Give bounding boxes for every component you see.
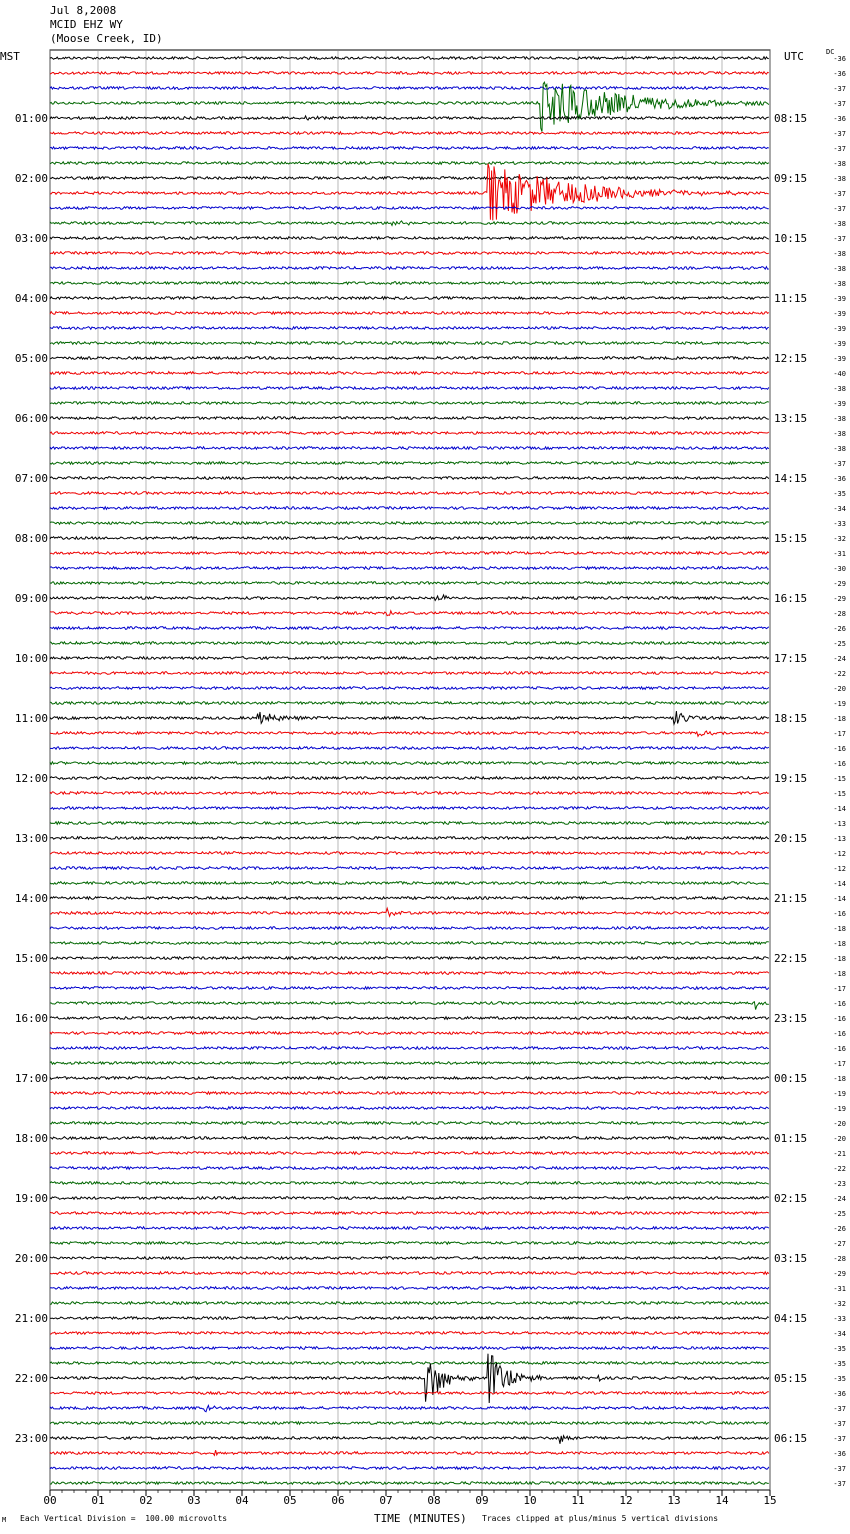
dc-offset-header: DC: [826, 48, 835, 56]
dc-offset-value: -36: [833, 55, 846, 63]
dc-offset-value: -35: [833, 490, 846, 498]
dc-offset-value: -23: [833, 1180, 846, 1188]
dc-offset-value: -22: [833, 1165, 846, 1173]
x-tick-label: 08: [427, 1494, 441, 1507]
dc-offset-value: -24: [833, 655, 846, 663]
right-hour-label: 21:15: [774, 892, 808, 905]
right-hour-label: 13:15: [774, 412, 808, 425]
seismic-trace: [50, 387, 769, 390]
left-hour-label: 18:00: [14, 1132, 48, 1145]
dc-offset-value: -33: [833, 1315, 846, 1323]
dc-offset-value: -18: [833, 940, 846, 948]
dc-offset-value: -25: [833, 640, 846, 648]
left-hour-label: 11:00: [14, 712, 48, 725]
left-hour-label: 23:00: [14, 1432, 48, 1445]
dc-offset-value: -13: [833, 820, 846, 828]
seismic-trace: [50, 777, 769, 780]
dc-offset-value: -18: [833, 970, 846, 978]
dc-offset-value: -35: [833, 1360, 846, 1368]
dc-offset-value: -32: [833, 535, 846, 543]
seismic-trace: [50, 1047, 769, 1050]
dc-offset-value: -16: [833, 1015, 846, 1023]
seismic-trace: [50, 1392, 769, 1395]
seismic-trace: [50, 1077, 769, 1080]
dc-offset-value: -20: [833, 1135, 846, 1143]
seismic-trace: [50, 822, 769, 825]
left-hour-label: 13:00: [14, 832, 48, 845]
seismic-trace: [50, 327, 769, 330]
seismic-trace: [50, 807, 769, 810]
seismic-trace: [50, 417, 769, 420]
seismic-trace: [50, 1152, 769, 1155]
dc-offset-value: -28: [833, 1255, 846, 1263]
right-hour-label: 01:15: [774, 1132, 808, 1145]
dc-offset-value: -38: [833, 250, 846, 258]
seismic-trace: [50, 972, 769, 975]
seismic-trace: [50, 1167, 769, 1170]
right-hour-label: 06:15: [774, 1432, 808, 1445]
dc-offset-value: -16: [833, 1045, 846, 1053]
right-timezone-label: UTC: [784, 50, 804, 63]
seismic-trace: [50, 1302, 769, 1305]
seismic-trace: [50, 116, 769, 120]
seismic-trace: [50, 1467, 769, 1470]
dc-offset-value: -17: [833, 985, 846, 993]
station-location: (Moose Creek, ID): [50, 32, 163, 45]
seismic-trace: [50, 82, 769, 131]
right-hour-label: 22:15: [774, 952, 808, 965]
dc-offset-value: -37: [833, 460, 846, 468]
dc-offset-value: -35: [833, 1345, 846, 1353]
seismic-trace: [50, 162, 769, 165]
dc-offset-value: -40: [833, 370, 846, 378]
dc-offset-value: -16: [833, 910, 846, 918]
dc-offset-value: -39: [833, 400, 846, 408]
seismic-trace: [50, 567, 769, 570]
dc-offset-value: -37: [833, 1405, 846, 1413]
seismic-trace: [50, 1450, 769, 1455]
dc-offset-value: -28: [833, 610, 846, 618]
seismic-trace: [50, 987, 769, 990]
seismic-trace: [50, 1347, 769, 1350]
seismic-trace: [50, 297, 769, 300]
seismic-trace: [50, 372, 769, 375]
seismic-trace: [50, 252, 769, 255]
seismic-trace: [50, 1287, 769, 1290]
seismic-trace: [50, 537, 769, 540]
right-hour-label: 12:15: [774, 352, 808, 365]
dc-offset-value: -16: [833, 1030, 846, 1038]
seismic-trace: [50, 1317, 769, 1320]
dc-offset-value: -18: [833, 955, 846, 963]
seismic-trace: [50, 1405, 769, 1411]
seismic-trace: [50, 657, 769, 660]
seismic-trace: [50, 1017, 769, 1020]
seismic-trace: [50, 1182, 769, 1185]
left-hour-label: 01:00: [14, 112, 48, 125]
left-hour-label: 09:00: [14, 592, 48, 605]
seismic-trace: [50, 1062, 769, 1065]
dc-offset-value: -15: [833, 790, 846, 798]
x-tick-label: 09: [475, 1494, 489, 1507]
dc-offset-value: -18: [833, 715, 846, 723]
dc-offset-value: -27: [833, 1240, 846, 1248]
x-tick-label: 00: [43, 1494, 57, 1507]
dc-offset-value: -37: [833, 205, 846, 213]
seismic-trace: [50, 672, 769, 675]
seismic-trace: [50, 642, 769, 645]
seismic-trace: [50, 1272, 769, 1275]
x-tick-label: 07: [379, 1494, 393, 1507]
left-hour-label: 12:00: [14, 772, 48, 785]
x-tick-label: 11: [571, 1494, 585, 1507]
seismic-trace: [50, 867, 769, 870]
seismic-trace: [50, 507, 769, 510]
left-hour-label: 21:00: [14, 1312, 48, 1325]
dc-offset-value: -12: [833, 850, 846, 858]
dc-offset-value: -38: [833, 175, 846, 183]
seismic-trace: [50, 87, 769, 90]
seismic-trace: [50, 942, 769, 945]
left-hour-label: 03:00: [14, 232, 48, 245]
seismic-trace: [50, 747, 769, 750]
seismic-trace: [50, 1354, 769, 1403]
dc-offset-value: -39: [833, 340, 846, 348]
left-hour-label: 08:00: [14, 532, 48, 545]
dc-offset-value: -16: [833, 760, 846, 768]
seismic-trace: [50, 702, 769, 705]
right-hour-label: 14:15: [774, 472, 808, 485]
left-hour-label: 17:00: [14, 1072, 48, 1085]
plot-frame: [50, 50, 770, 1490]
right-hour-label: 04:15: [774, 1312, 808, 1325]
dc-offset-value: -38: [833, 160, 846, 168]
left-hour-label: 22:00: [14, 1372, 48, 1385]
dc-offset-value: -32: [833, 1300, 846, 1308]
seismic-trace: [50, 312, 769, 315]
seismic-trace: [50, 1032, 769, 1035]
dc-offset-value: -22: [833, 670, 846, 678]
corner-mark: M: [2, 1516, 7, 1524]
seismic-trace: [50, 237, 769, 240]
seismic-trace: [50, 462, 769, 465]
seismic-trace: [50, 1137, 769, 1140]
seismic-trace: [50, 522, 769, 525]
dc-offset-value: -37: [833, 85, 846, 93]
seismic-trace: [50, 447, 769, 450]
seismic-trace: [50, 852, 769, 855]
dc-offset-value: -38: [833, 280, 846, 288]
vertical-division-note: Each Vertical Division = 100.00 microvolts: [20, 1514, 228, 1523]
dc-offset-value: -18: [833, 925, 846, 933]
x-tick-label: 03: [187, 1494, 201, 1507]
dc-offset-value: -37: [833, 130, 846, 138]
seismic-trace: [50, 432, 769, 435]
seismic-trace: [50, 1482, 769, 1485]
x-tick-label: 06: [331, 1494, 345, 1507]
dc-offset-value: -38: [833, 445, 846, 453]
dc-offset-value: -36: [833, 70, 846, 78]
dc-offset-value: -29: [833, 1270, 846, 1278]
dc-offset-value: -37: [833, 100, 846, 108]
dc-offset-value: -37: [833, 1465, 846, 1473]
x-axis-label: TIME (MINUTES): [374, 1512, 467, 1525]
seismic-traces: [50, 57, 769, 1485]
seismic-trace: [50, 762, 769, 765]
dc-offset-value: -34: [833, 505, 846, 513]
dc-offset-value: -38: [833, 430, 846, 438]
dc-offset-value: -36: [833, 115, 846, 123]
dc-offset-value: -39: [833, 295, 846, 303]
dc-offset-value: -35: [833, 1375, 846, 1383]
seismic-trace: [50, 627, 769, 630]
dc-offset-value: -14: [833, 895, 846, 903]
right-hour-label: 18:15: [774, 712, 808, 725]
dc-offset-value: -19: [833, 1090, 846, 1098]
left-hour-label: 02:00: [14, 172, 48, 185]
seismic-trace: [50, 357, 769, 360]
seismic-trace: [50, 492, 769, 495]
dc-offset-value: -36: [833, 1450, 846, 1458]
dc-offset-value: -14: [833, 805, 846, 813]
dc-offset-value: -14: [833, 880, 846, 888]
seismic-trace: [50, 711, 769, 724]
right-hour-label: 11:15: [774, 292, 808, 305]
seismic-trace: [50, 72, 769, 75]
x-tick-label: 14: [715, 1494, 729, 1507]
seismic-trace: [50, 731, 769, 736]
right-hour-label: 23:15: [774, 1012, 808, 1025]
right-hour-label: 05:15: [774, 1372, 808, 1385]
dc-offset-value: -17: [833, 1060, 846, 1068]
seismic-trace: [50, 1002, 769, 1010]
seismic-trace: [50, 552, 769, 555]
dc-offset-value: -31: [833, 1285, 846, 1293]
right-hour-label: 20:15: [774, 832, 808, 845]
left-hour-label: 15:00: [14, 952, 48, 965]
seismic-trace: [50, 477, 769, 480]
dc-offset-value: -37: [833, 235, 846, 243]
dc-offset-value: -39: [833, 310, 846, 318]
dc-offset-value: -18: [833, 1075, 846, 1083]
dc-offset-value: -33: [833, 520, 846, 528]
dc-offset-value: -38: [833, 220, 846, 228]
dc-offset-value: -37: [833, 1420, 846, 1428]
dc-offset-value: -24: [833, 1195, 846, 1203]
seismic-trace: [50, 342, 769, 345]
dc-offset-value: -31: [833, 550, 846, 558]
dc-offset-value: -20: [833, 1120, 846, 1128]
left-hour-label: 16:00: [14, 1012, 48, 1025]
seismic-trace: [50, 837, 769, 840]
x-tick-label: 01: [91, 1494, 105, 1507]
seismic-trace: [50, 882, 769, 885]
dc-offset-value: -38: [833, 385, 846, 393]
seismic-trace: [50, 1257, 769, 1260]
seismic-trace: [50, 908, 769, 916]
seismic-trace: [50, 147, 769, 150]
dc-offset-value: -38: [833, 265, 846, 273]
right-hour-label: 19:15: [774, 772, 808, 785]
seismic-trace: [50, 402, 769, 405]
left-timezone-label: MST: [0, 50, 20, 63]
dc-offset-value: -25: [833, 1210, 846, 1218]
seismic-trace: [50, 687, 769, 690]
x-tick-label: 04: [235, 1494, 249, 1507]
x-tick-label: 02: [139, 1494, 153, 1507]
x-tick-label: 12: [619, 1494, 633, 1507]
dc-offset-value: -37: [833, 145, 846, 153]
seismic-trace: [50, 221, 769, 226]
left-hour-label: 10:00: [14, 652, 48, 665]
dc-offset-value: -37: [833, 190, 846, 198]
seismic-trace: [50, 1092, 769, 1095]
dc-offset-value: -39: [833, 325, 846, 333]
right-hour-label: 10:15: [774, 232, 808, 245]
seismic-trace: [50, 582, 769, 585]
right-hour-label: 17:15: [774, 652, 808, 665]
seismic-trace: [50, 595, 769, 601]
seismic-trace: [50, 57, 769, 60]
dc-offset-value: -12: [833, 865, 846, 873]
left-hour-label: 06:00: [14, 412, 48, 425]
dc-offset-value: -38: [833, 415, 846, 423]
dc-offset-value: -37: [833, 1480, 846, 1488]
x-tick-label: 13: [667, 1494, 681, 1507]
seismic-trace: [50, 164, 769, 221]
left-hour-label: 20:00: [14, 1252, 48, 1265]
right-hour-label: 00:15: [774, 1072, 808, 1085]
record-date: Jul 8,2008: [50, 4, 117, 17]
seismic-trace: [50, 282, 769, 285]
seismic-trace: [50, 1107, 769, 1110]
dc-offset-value: -15: [833, 775, 846, 783]
dc-offset-value: -26: [833, 625, 846, 633]
right-hour-label: 15:15: [774, 532, 808, 545]
x-tick-label: 05: [283, 1494, 297, 1507]
dc-offset-value: -39: [833, 355, 846, 363]
right-hour-label: 16:15: [774, 592, 808, 605]
seismic-trace: [50, 1212, 769, 1215]
x-tick-label: 15: [763, 1494, 777, 1507]
seismic-trace: [50, 207, 769, 210]
seismic-trace: [50, 957, 769, 960]
dc-offset-value: -34: [833, 1330, 846, 1338]
dc-offset-value: -13: [833, 835, 846, 843]
dc-offset-value: -30: [833, 565, 846, 573]
seismic-trace: [50, 1332, 769, 1335]
left-hour-label: 04:00: [14, 292, 48, 305]
seismic-trace: [50, 267, 769, 270]
seismic-trace: [50, 177, 769, 180]
dc-offset-value: -19: [833, 1105, 846, 1113]
right-hour-label: 03:15: [774, 1252, 808, 1265]
station-code: MCID EHZ WY: [50, 18, 123, 31]
dc-offset-value: -17: [833, 730, 846, 738]
seismic-trace: [50, 1197, 769, 1200]
seismic-trace: [50, 1122, 769, 1125]
dc-offset-value: -29: [833, 580, 846, 588]
left-hour-label: 19:00: [14, 1192, 48, 1205]
dc-offset-value: -36: [833, 475, 846, 483]
seismic-trace: [50, 611, 769, 616]
right-hour-label: 02:15: [774, 1192, 808, 1205]
dc-offset-value: -36: [833, 1390, 846, 1398]
left-hour-label: 07:00: [14, 472, 48, 485]
right-hour-label: 09:15: [774, 172, 808, 185]
dc-offset-value: -26: [833, 1225, 846, 1233]
left-hour-label: 14:00: [14, 892, 48, 905]
seismic-trace: [50, 897, 769, 900]
right-hour-label: 08:15: [774, 112, 808, 125]
dc-offset-value: -19: [833, 700, 846, 708]
seismic-trace: [50, 132, 769, 135]
dc-offset-value: -29: [833, 595, 846, 603]
dc-offset-value: -20: [833, 685, 846, 693]
clipping-note: Traces clipped at plus/minus 5 vertical divisions: [482, 1514, 719, 1523]
left-hour-label: 05:00: [14, 352, 48, 365]
seismic-trace: [50, 1227, 769, 1230]
seismic-trace: [50, 1362, 769, 1365]
seismic-trace: [50, 1242, 769, 1245]
seismic-trace: [50, 792, 769, 795]
dc-offset-value: -37: [833, 1435, 846, 1443]
seismic-trace: [50, 927, 769, 930]
dc-offset-value: -16: [833, 1000, 846, 1008]
seismic-trace: [50, 1422, 769, 1425]
seismic-trace: [50, 1436, 769, 1444]
x-tick-label: 10: [523, 1494, 537, 1507]
dc-offset-value: -16: [833, 745, 846, 753]
dc-offset-value: -21: [833, 1150, 846, 1158]
